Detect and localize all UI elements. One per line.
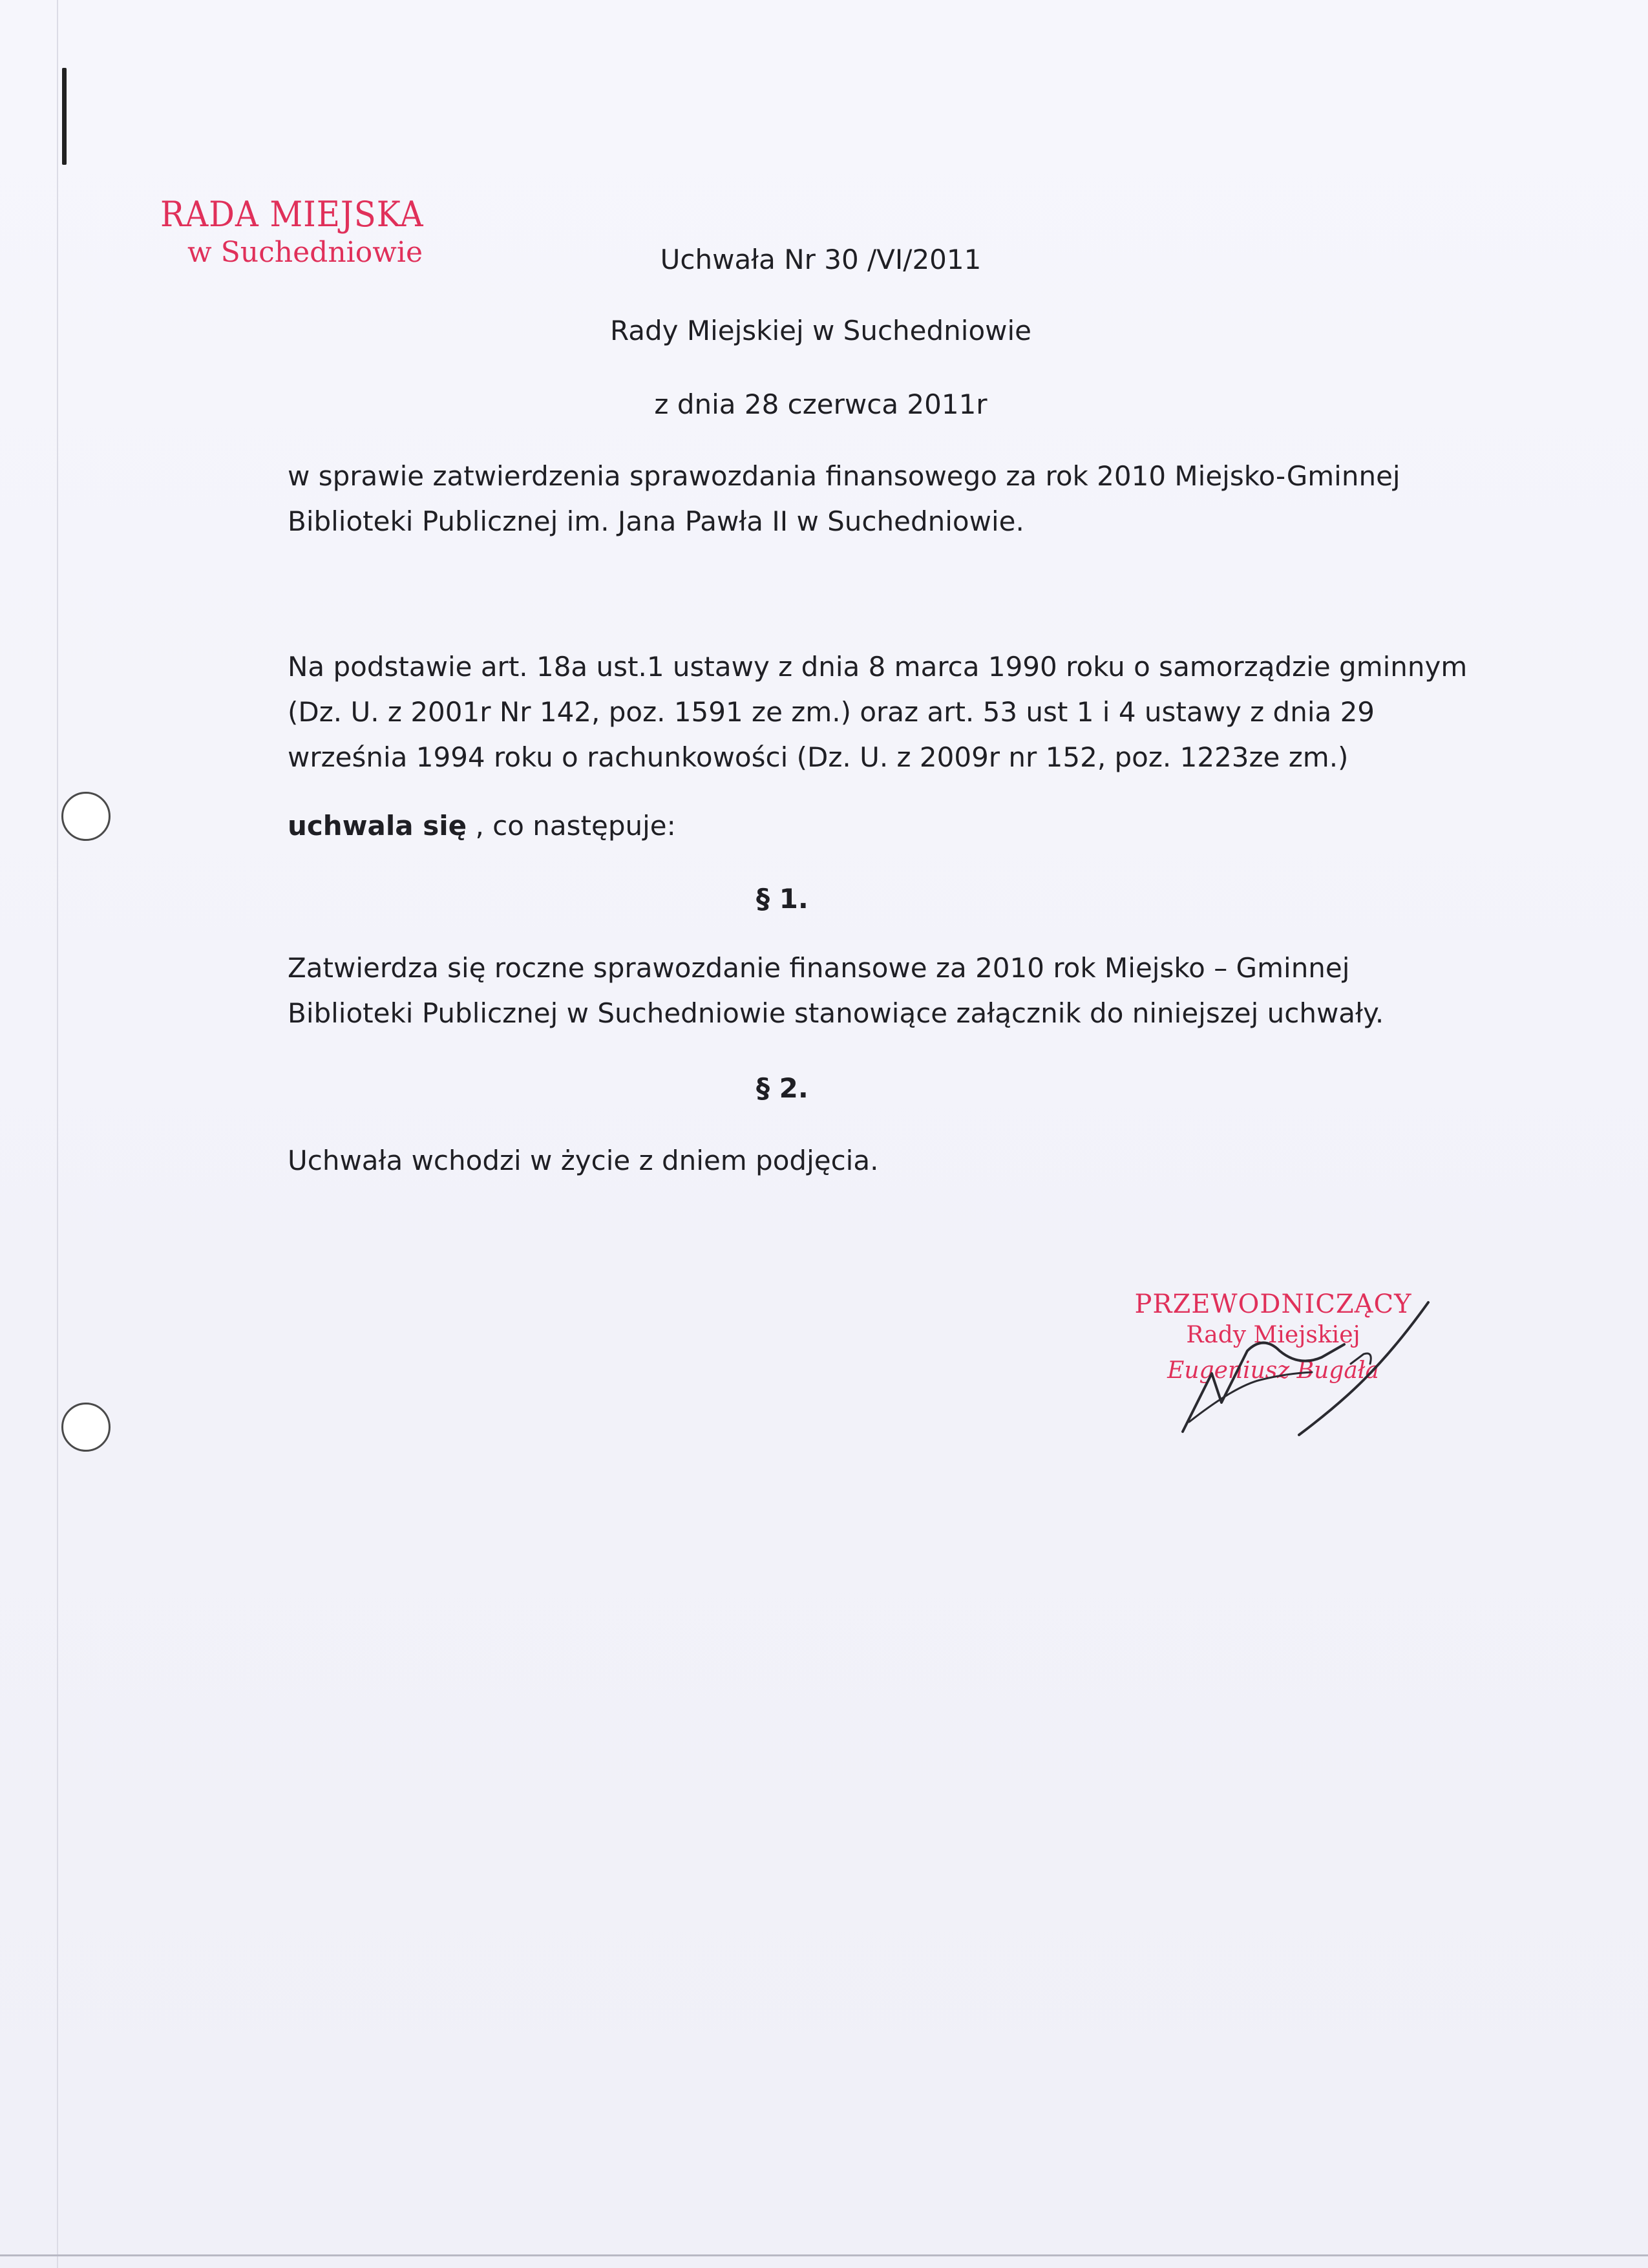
resolution-clause-bold: uchwala się xyxy=(288,810,467,842)
subject-line: w sprawie zatwierdzenia sprawozdania finansowego za rok 2010 Miejsko-Gminnej xyxy=(288,460,1400,492)
legal-basis-line: września 1994 roku o rachunkowości (Dz. U. z 2009r nr 152, poz. 1223ze zm.) xyxy=(288,741,1349,773)
punch-hole-icon xyxy=(61,1403,111,1452)
section-1-line: Zatwierdza się roczne sprawozdanie finansowe za 2010 rok Miejsko – Gminnej xyxy=(288,952,1350,984)
section-2-label: § 2. xyxy=(756,1072,808,1104)
stamp-council-name: RADA MIEJSKA xyxy=(160,194,424,235)
page-bottom-edge xyxy=(0,2254,1648,2256)
resolution-clause xyxy=(288,804,676,848)
legal-basis-line: Na podstawie art. 18a ust.1 ustawy z dnia 8 marca 1990 roku o samorządzie gminnym xyxy=(288,651,1468,683)
section-2-text xyxy=(288,1139,878,1183)
section-1-label: § 1. xyxy=(756,883,808,915)
legal-basis xyxy=(288,644,1467,780)
resolution-title: Uchwała Nr 30 /VI/2011 xyxy=(660,244,982,275)
resolution-clause-rest: , co następuje: xyxy=(467,810,676,842)
chairman-stamp-title: PRZEWODNICZĄCY xyxy=(1134,1289,1412,1319)
section-1-text xyxy=(288,946,1384,1036)
council-stamp xyxy=(160,194,458,269)
chairman-stamp-name: Eugeniusz Bugała xyxy=(1167,1357,1379,1384)
stamp-council-town: w Suchedniowie xyxy=(187,236,423,269)
resolution-issuer: Rady Miejskiej w Suchedniowie xyxy=(609,315,1032,346)
punch-hole-icon xyxy=(61,792,111,841)
resolution-subject xyxy=(288,454,1400,544)
resolution-date: z dnia 28 czerwca 2011r xyxy=(654,388,988,420)
section-2-line: Uchwała wchodzi w życie z dniem podjęcia. xyxy=(288,1145,879,1176)
section-1-line: Biblioteki Publicznej w Suchedniowie stanowiące załącznik do niniejszej uchwały. xyxy=(288,997,1384,1029)
binder-clip-icon xyxy=(62,68,67,165)
legal-basis-line: (Dz. U. z 2001r Nr 142, poz. 1591 ze zm.) oraz art. 53 ust 1 i 4 ustawy z dnia 29 xyxy=(288,696,1375,728)
subject-line: Biblioteki Publicznej im. Jana Pawła II w Suchedniowie. xyxy=(288,505,1024,537)
page-edge-shadow xyxy=(57,0,58,2268)
chairman-stamp-org: Rady Miejskiej xyxy=(1186,1322,1360,1348)
handwritten-signature xyxy=(1150,1289,1435,1445)
